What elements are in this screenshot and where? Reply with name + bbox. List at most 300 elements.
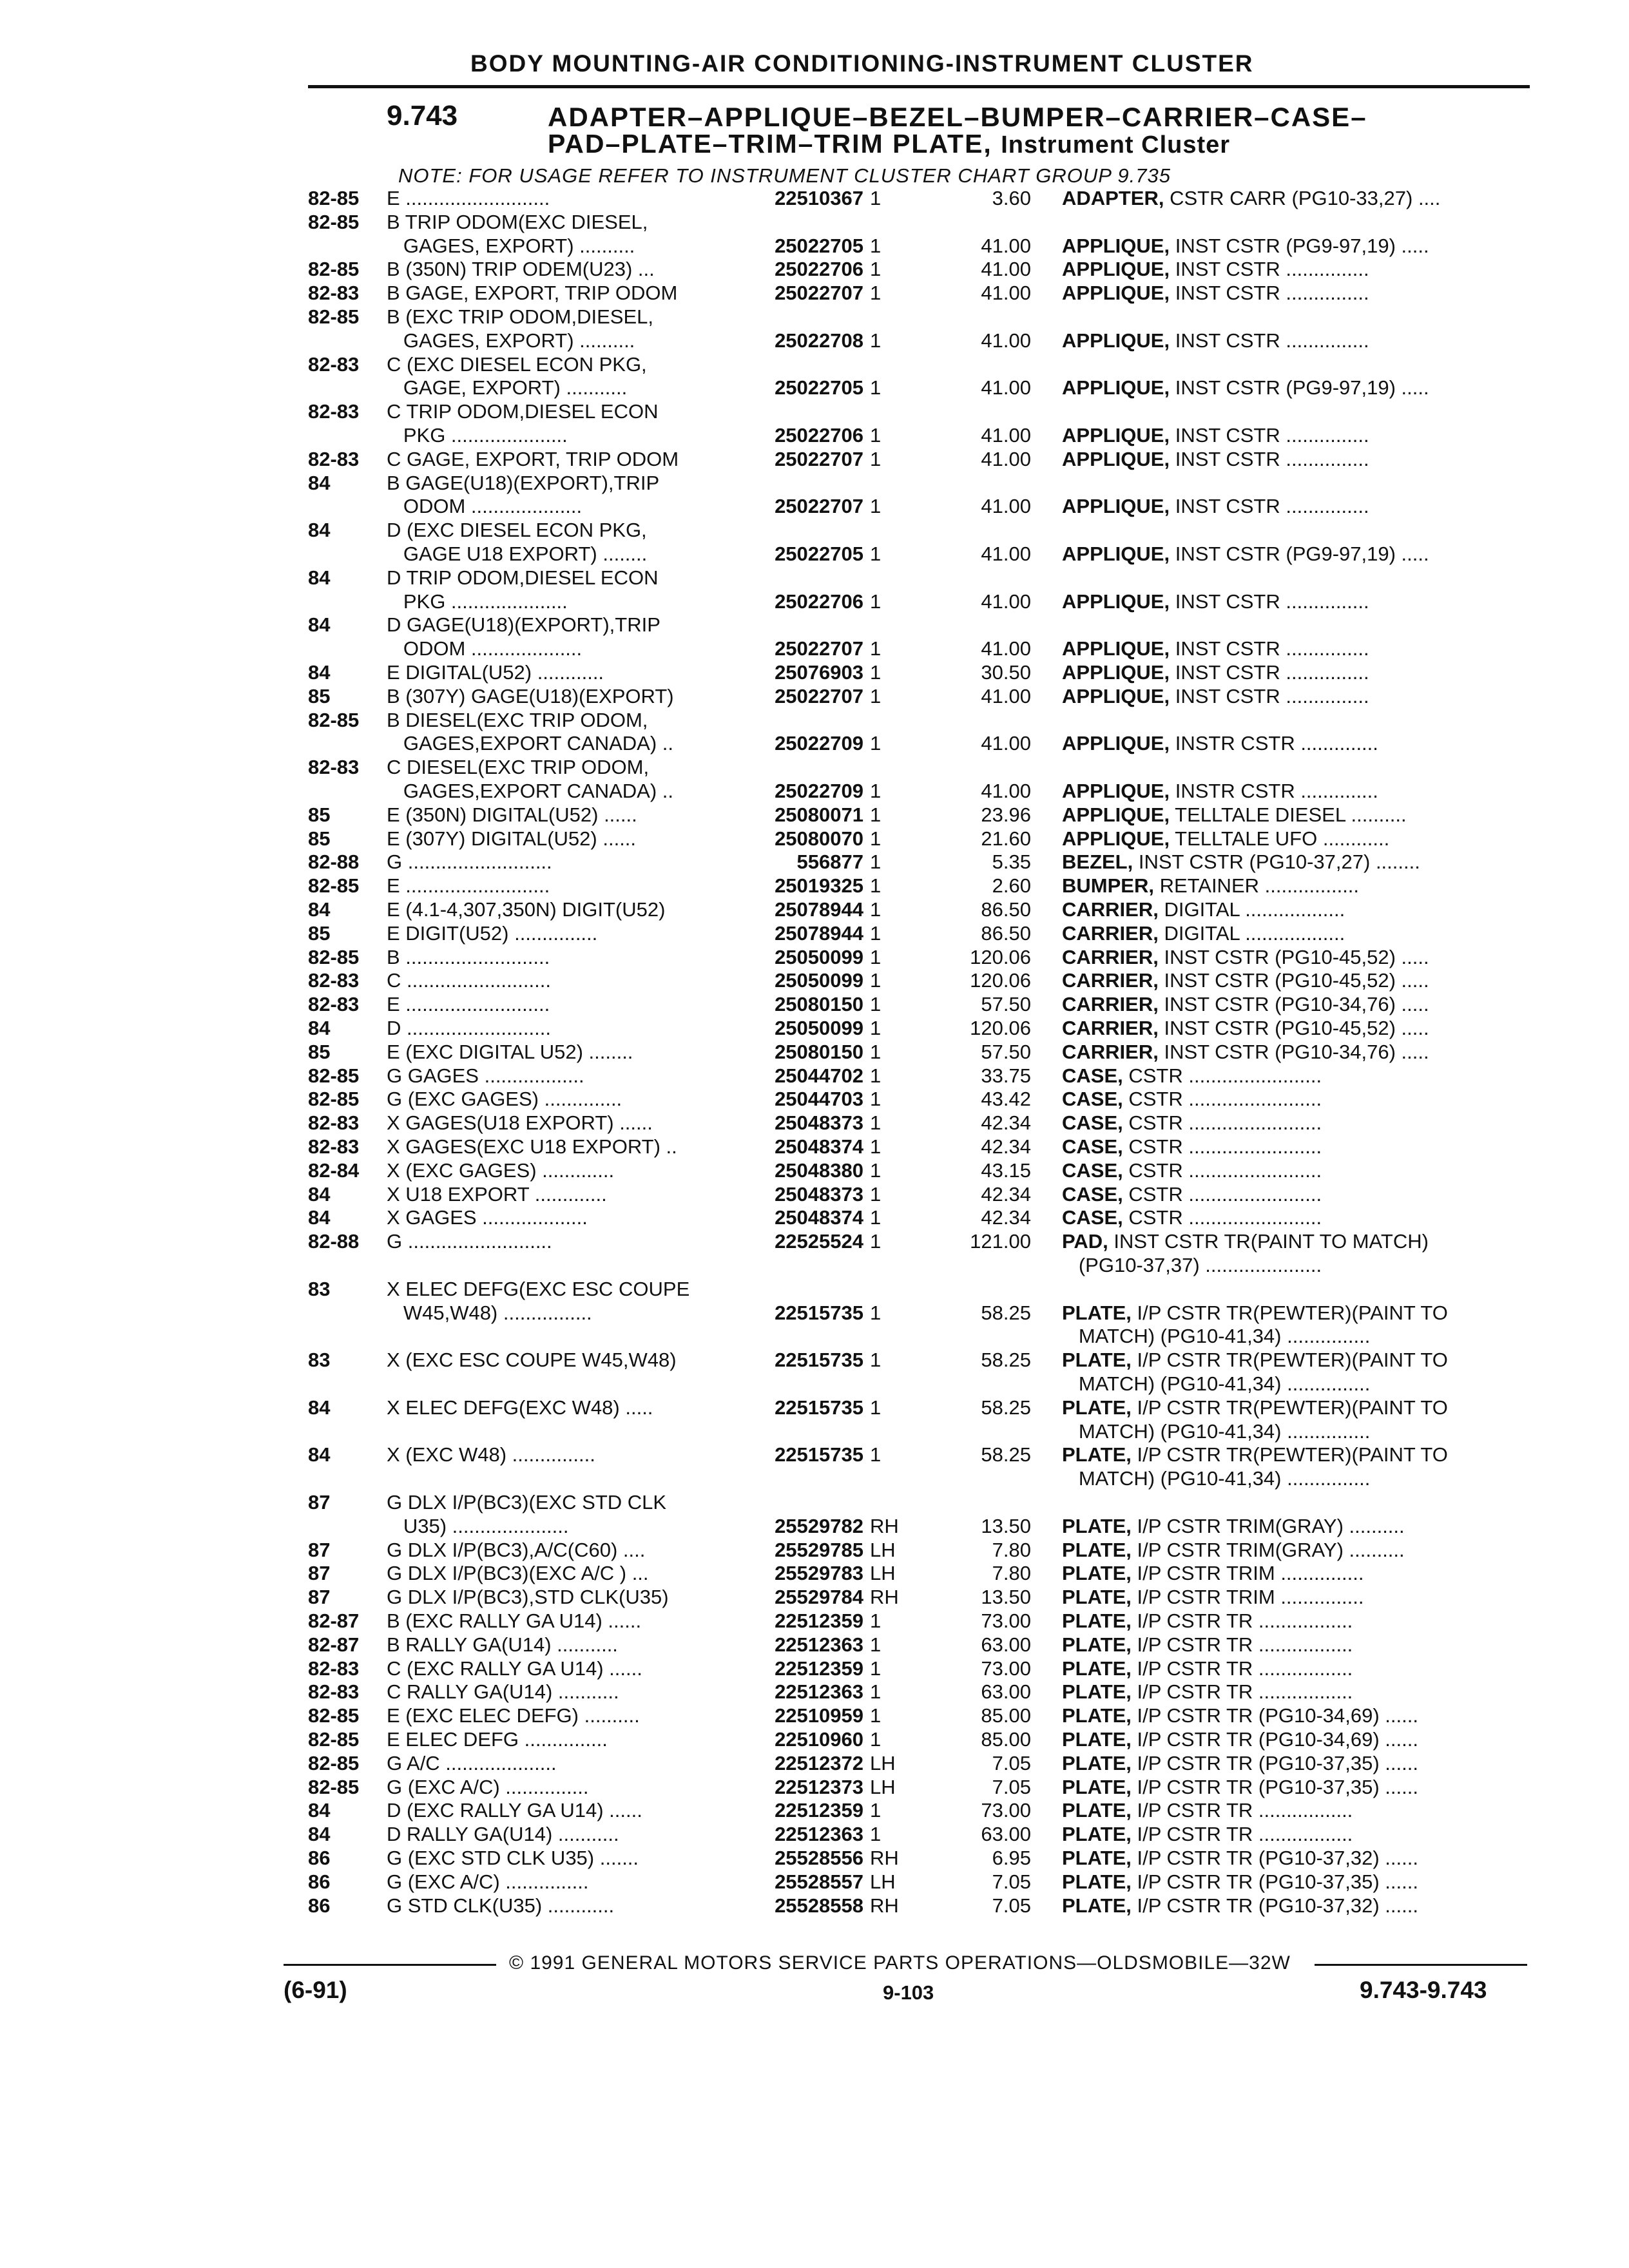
usage-description: ODOM .................... bbox=[387, 495, 583, 518]
part-name-noun: APPLIQUE, bbox=[1062, 234, 1170, 257]
table-row bbox=[0, 282, 1629, 305]
usage-description: W45,W48) ................ bbox=[387, 1301, 592, 1324]
usage-description: PKG ..................... bbox=[387, 424, 568, 447]
usage-description: E (EXC ELEC DEFG) .......... bbox=[387, 1704, 640, 1727]
footer-page-number: 9-103 bbox=[883, 1981, 934, 2004]
model-year: 85 bbox=[308, 1040, 331, 1063]
part-name-detail: I/P CSTR TR (PG10-37,32) ...... bbox=[1131, 1894, 1418, 1917]
model-year: 85 bbox=[308, 827, 331, 850]
part-number: 22512372 bbox=[775, 1751, 863, 1774]
price: 42.34 bbox=[981, 1111, 1031, 1135]
part-name-detail: INST CSTR ............... bbox=[1170, 447, 1369, 470]
part-name-detail: I/P CSTR TR(PEWTER)(PAINT TO bbox=[1131, 1443, 1448, 1466]
part-name-noun: CASE, bbox=[1062, 1111, 1123, 1135]
table-row bbox=[0, 1539, 1629, 1562]
part-number: 25022706 bbox=[775, 258, 863, 281]
part-name-noun: PLATE, bbox=[1062, 1799, 1132, 1822]
table-row bbox=[0, 1443, 1629, 1466]
price: 57.50 bbox=[981, 1040, 1031, 1063]
table-row bbox=[0, 874, 1629, 898]
part-name-detail: INST CSTR ............... bbox=[1170, 329, 1369, 352]
part-number: 25022707 bbox=[775, 684, 863, 707]
part-name-noun: PLATE, bbox=[1062, 1349, 1132, 1372]
table-row bbox=[0, 235, 1629, 258]
model-year: 82-83 bbox=[308, 1111, 360, 1135]
model-year: 86 bbox=[308, 1894, 331, 1917]
model-year: 84 bbox=[308, 471, 331, 494]
usage-description: GAGES,EXPORT CANADA) .. bbox=[387, 780, 674, 802]
part-name bbox=[1062, 1704, 1532, 1727]
quantity: 1 bbox=[870, 447, 882, 470]
usage-description: D RALLY GA(U14) ........... bbox=[387, 1823, 619, 1846]
usage-description: X U18 EXPORT ............. bbox=[387, 1182, 607, 1206]
usage-description: E DIGIT(U52) ............... bbox=[387, 921, 598, 945]
quantity: 1 bbox=[870, 590, 882, 613]
part-number: 22510960 bbox=[775, 1728, 863, 1751]
part-name bbox=[1062, 732, 1532, 755]
quantity: 1 bbox=[870, 1158, 882, 1182]
table-row bbox=[0, 1254, 1629, 1277]
usage-description: GAGES,EXPORT CANADA) .. bbox=[387, 732, 674, 755]
price: 41.00 bbox=[981, 684, 1031, 707]
part-number: 25078944 bbox=[775, 898, 863, 921]
part-number: 25529782 bbox=[775, 1514, 863, 1537]
part-name bbox=[1062, 1349, 1532, 1372]
model-year: 87 bbox=[308, 1491, 331, 1514]
price: 73.00 bbox=[981, 1799, 1031, 1822]
part-name-noun: PLATE, bbox=[1062, 1562, 1132, 1585]
price: 2.60 bbox=[992, 874, 1031, 898]
usage-description: X GAGES(U18 EXPORT) ...... bbox=[387, 1111, 653, 1135]
part-name-noun: APPLIQUE, bbox=[1062, 590, 1170, 613]
table-row bbox=[0, 1680, 1629, 1704]
part-name-noun: PLATE, bbox=[1062, 1728, 1132, 1751]
price: 63.00 bbox=[981, 1633, 1031, 1656]
price: 6.95 bbox=[992, 1847, 1031, 1869]
part-name-detail: INST CSTR (PG10-34,76) ..... bbox=[1158, 1040, 1429, 1063]
model-year: 82-88 bbox=[308, 1230, 360, 1253]
price: 21.60 bbox=[981, 827, 1031, 850]
quantity: LH bbox=[870, 1562, 896, 1585]
part-name-noun: PLATE, bbox=[1062, 1680, 1132, 1704]
part-name-noun: APPLIQUE, bbox=[1062, 447, 1170, 470]
section-number: 9.743 bbox=[387, 100, 458, 131]
part-name-noun: PAD, bbox=[1062, 1230, 1108, 1253]
part-name-noun: APPLIQUE, bbox=[1062, 424, 1170, 447]
price: 23.96 bbox=[981, 803, 1031, 826]
table-row bbox=[0, 1776, 1629, 1799]
model-year: 82-83 bbox=[308, 1135, 360, 1158]
table-row bbox=[0, 258, 1629, 281]
part-name-detail: INST CSTR (PG10-45,52) ..... bbox=[1158, 945, 1429, 968]
model-year: 82-85 bbox=[308, 945, 360, 968]
quantity: 1 bbox=[870, 376, 882, 399]
quantity: 1 bbox=[870, 1396, 882, 1419]
model-year: 82-87 bbox=[308, 1633, 360, 1656]
part-name bbox=[1062, 1396, 1532, 1419]
part-number: 22512359 bbox=[775, 1799, 863, 1822]
part-name-noun: CARRIER, bbox=[1062, 945, 1159, 968]
part-name-detail: I/P CSTR TR (PG10-37,35) ...... bbox=[1131, 1775, 1418, 1798]
part-name-detail: MATCH) (PG10-41,34) ............... bbox=[1062, 1419, 1371, 1443]
part-name-detail: INST CSTR (PG10-37,27) ........ bbox=[1133, 850, 1420, 874]
part-number: 25050099 bbox=[775, 1017, 863, 1039]
quantity: 1 bbox=[870, 1135, 882, 1158]
price: 43.15 bbox=[981, 1158, 1031, 1182]
table-row bbox=[0, 780, 1629, 803]
model-year: 82-83 bbox=[308, 969, 360, 992]
quantity: LH bbox=[870, 1775, 896, 1798]
model-year: 82-85 bbox=[308, 874, 360, 898]
model-year: 87 bbox=[308, 1538, 331, 1561]
part-number: 25019325 bbox=[775, 874, 863, 898]
table-row bbox=[0, 211, 1629, 234]
footer-date: (6-91) bbox=[284, 1977, 347, 2003]
usage-description: G (EXC A/C) ............... bbox=[387, 1870, 589, 1893]
model-year: 83 bbox=[308, 1277, 331, 1300]
part-number: 25022705 bbox=[775, 234, 863, 257]
table-row bbox=[0, 1325, 1629, 1348]
quantity: 1 bbox=[870, 1633, 882, 1656]
usage-description: C DIESEL(EXC TRIP ODOM, bbox=[387, 756, 650, 779]
table-row bbox=[0, 1847, 1629, 1870]
table-row bbox=[0, 566, 1629, 590]
part-name-detail: I/P CSTR TRIM ............... bbox=[1131, 1562, 1364, 1585]
part-name-detail: I/P CSTR TR (PG10-34,69) ...... bbox=[1131, 1704, 1418, 1727]
table-row bbox=[0, 187, 1629, 210]
part-name-noun: APPLIQUE, bbox=[1062, 376, 1170, 399]
price: 3.60 bbox=[992, 187, 1031, 209]
part-name-noun: CARRIER, bbox=[1062, 898, 1159, 921]
usage-description: B (EXC TRIP ODOM,DIESEL, bbox=[387, 305, 654, 328]
price: 7.05 bbox=[992, 1775, 1031, 1798]
part-name-noun: CARRIER, bbox=[1062, 969, 1159, 992]
part-name bbox=[1062, 329, 1532, 352]
part-name bbox=[1062, 1041, 1532, 1064]
part-name-detail: CSTR ........................ bbox=[1123, 1111, 1322, 1135]
section-title-line1: ADAPTER–APPLIQUE–BEZEL–BUMPER–CARRIER–CASE– bbox=[548, 102, 1367, 132]
part-name-detail: I/P CSTR TR ................. bbox=[1131, 1823, 1353, 1846]
quantity: 1 bbox=[870, 1823, 882, 1846]
usage-description: GAGES, EXPORT) .......... bbox=[387, 329, 635, 352]
part-name bbox=[1062, 1728, 1532, 1751]
usage-description: C RALLY GA(U14) ........... bbox=[387, 1680, 619, 1704]
price: 121.00 bbox=[970, 1230, 1031, 1253]
model-year: 85 bbox=[308, 803, 331, 826]
part-name-detail: I/P CSTR TR ................. bbox=[1131, 1799, 1353, 1822]
model-year: 84 bbox=[308, 898, 331, 921]
price: 41.00 bbox=[981, 780, 1031, 802]
price: 86.50 bbox=[981, 898, 1031, 921]
part-name-noun: PLATE, bbox=[1062, 1823, 1132, 1846]
part-name-detail: TELLTALE DIESEL .......... bbox=[1170, 803, 1407, 826]
quantity: 1 bbox=[870, 1680, 882, 1704]
part-name-detail: INST CSTR (PG10-34,76) ..... bbox=[1158, 993, 1429, 1016]
table-row bbox=[0, 376, 1629, 399]
table-row bbox=[0, 803, 1629, 827]
part-number: 25022705 bbox=[775, 543, 863, 565]
quantity: 1 bbox=[870, 803, 882, 826]
table-row bbox=[0, 1230, 1629, 1253]
quantity: 1 bbox=[870, 1111, 882, 1135]
part-name bbox=[1062, 235, 1532, 258]
usage-description: X GAGES ................... bbox=[387, 1206, 588, 1229]
price: 73.00 bbox=[981, 1610, 1031, 1632]
quantity: RH bbox=[870, 1894, 899, 1917]
quantity: 1 bbox=[870, 732, 882, 755]
part-name-noun: APPLIQUE, bbox=[1062, 495, 1170, 518]
price: 33.75 bbox=[981, 1064, 1031, 1087]
table-row bbox=[0, 946, 1629, 969]
part-name-noun: APPLIQUE, bbox=[1062, 684, 1170, 707]
usage-description: X (EXC ESC COUPE W45,W48) bbox=[387, 1349, 677, 1372]
table-row bbox=[0, 613, 1629, 637]
part-name-noun: APPLIQUE, bbox=[1062, 258, 1170, 281]
part-name-detail: CSTR ........................ bbox=[1123, 1158, 1322, 1182]
quantity: 1 bbox=[870, 1301, 882, 1324]
footer-copyright: © 1991 GENERAL MOTORS SERVICE PARTS OPERATIONS—OLDSMOBILE—32W bbox=[509, 1952, 1291, 1974]
part-name bbox=[1062, 1159, 1532, 1182]
quantity: LH bbox=[870, 1538, 896, 1561]
part-name bbox=[1062, 1302, 1532, 1325]
part-name-detail: INST CSTR ............... bbox=[1170, 637, 1369, 660]
part-name bbox=[1062, 495, 1532, 518]
table-row bbox=[0, 1515, 1629, 1538]
usage-description: D TRIP ODOM,DIESEL ECON bbox=[387, 566, 659, 589]
part-name-detail: INSTR CSTR .............. bbox=[1170, 780, 1378, 802]
model-year: 82-85 bbox=[308, 1088, 360, 1111]
price: 42.34 bbox=[981, 1206, 1031, 1229]
table-row bbox=[0, 1894, 1629, 1917]
section-title-suffix: Instrument Cluster bbox=[1001, 131, 1231, 159]
quantity: 1 bbox=[870, 1206, 882, 1229]
part-number: 25022707 bbox=[775, 495, 863, 518]
model-year: 84 bbox=[308, 1443, 331, 1466]
part-name bbox=[1062, 1230, 1532, 1253]
part-number: 25022707 bbox=[775, 282, 863, 305]
usage-description: E .......................... bbox=[387, 874, 550, 898]
quantity: 1 bbox=[870, 969, 882, 992]
usage-description: ODOM .................... bbox=[387, 637, 583, 660]
usage-description: X ELEC DEFG(EXC ESC COUPE bbox=[387, 1277, 690, 1300]
price: 41.00 bbox=[981, 732, 1031, 755]
part-number: 25080150 bbox=[775, 1040, 863, 1063]
usage-description: PKG ..................... bbox=[387, 590, 568, 613]
model-year: 85 bbox=[308, 684, 331, 707]
section-title-line2-main: PAD–PLATE–TRIM–TRIM PLATE, bbox=[548, 129, 992, 159]
usage-description: D .......................... bbox=[387, 1017, 551, 1039]
part-number: 25022709 bbox=[775, 780, 863, 802]
footer-section-range: 9.743-9.743 bbox=[1360, 1977, 1487, 2003]
part-name-detail: (PG10-37,37) ..................... bbox=[1062, 1254, 1322, 1276]
table-row bbox=[0, 1799, 1629, 1822]
part-name bbox=[1062, 448, 1532, 471]
table-row bbox=[0, 1752, 1629, 1775]
part-name-noun: PLATE, bbox=[1062, 1301, 1132, 1324]
table-row bbox=[0, 969, 1629, 992]
part-name bbox=[1062, 1610, 1532, 1633]
part-name bbox=[1062, 827, 1532, 850]
part-name-detail: I/P CSTR TR(PEWTER)(PAINT TO bbox=[1131, 1301, 1448, 1324]
part-name-detail: I/P CSTR TR ................. bbox=[1131, 1680, 1353, 1704]
quantity: 1 bbox=[870, 1017, 882, 1039]
quantity: RH bbox=[870, 1514, 899, 1537]
usage-description: G (EXC GAGES) .............. bbox=[387, 1088, 622, 1111]
part-number: 22515735 bbox=[775, 1301, 863, 1324]
part-name-noun: CASE, bbox=[1062, 1088, 1123, 1111]
model-year: 82-83 bbox=[308, 352, 360, 376]
table-row bbox=[0, 661, 1629, 684]
quantity: LH bbox=[870, 1751, 896, 1774]
price: 41.00 bbox=[981, 590, 1031, 613]
part-name-detail: INST CSTR ............... bbox=[1170, 282, 1369, 305]
model-year: 82-85 bbox=[308, 258, 360, 281]
part-name-detail: INST CSTR (PG9-97,19) ..... bbox=[1170, 234, 1429, 257]
quantity: 1 bbox=[870, 1064, 882, 1087]
price: 120.06 bbox=[970, 969, 1031, 992]
table-row bbox=[0, 329, 1629, 352]
quantity: 1 bbox=[870, 1088, 882, 1111]
model-year: 82-83 bbox=[308, 1657, 360, 1680]
model-year: 84 bbox=[308, 1823, 331, 1846]
table-row bbox=[0, 448, 1629, 471]
part-name-noun: CARRIER, bbox=[1062, 921, 1159, 945]
part-name-noun: CARRIER, bbox=[1062, 1040, 1159, 1063]
usage-description: G DLX I/P(BC3)(EXC A/C ) ... bbox=[387, 1562, 649, 1585]
usage-description: X ELEC DEFG(EXC W48) ..... bbox=[387, 1396, 653, 1419]
part-name bbox=[1062, 1183, 1532, 1206]
part-number: 22512363 bbox=[775, 1633, 863, 1656]
table-row bbox=[0, 424, 1629, 447]
part-name-detail: CSTR ........................ bbox=[1123, 1135, 1322, 1158]
quantity: 1 bbox=[870, 1443, 882, 1466]
part-name-detail: INST CSTR ............... bbox=[1170, 258, 1369, 281]
quantity: 1 bbox=[870, 684, 882, 707]
part-number: 25048373 bbox=[775, 1182, 863, 1206]
model-year: 84 bbox=[308, 1017, 331, 1039]
model-year: 82-84 bbox=[308, 1158, 360, 1182]
quantity: 1 bbox=[870, 1349, 882, 1372]
part-name-detail: TELLTALE UFO ............ bbox=[1170, 827, 1390, 850]
part-name-detail: CSTR ........................ bbox=[1123, 1088, 1322, 1111]
part-name bbox=[1062, 1064, 1532, 1088]
model-year: 84 bbox=[308, 1396, 331, 1419]
part-name-detail: INST CSTR (PG10-45,52) ..... bbox=[1158, 1017, 1429, 1039]
table-row bbox=[0, 1870, 1629, 1894]
usage-description: B RALLY GA(U14) ........... bbox=[387, 1633, 618, 1656]
usage-description: G (EXC STD CLK U35) ....... bbox=[387, 1847, 639, 1869]
quantity: 1 bbox=[870, 1728, 882, 1751]
table-row bbox=[0, 543, 1629, 566]
part-name bbox=[1062, 1799, 1532, 1822]
part-name bbox=[1062, 685, 1532, 708]
part-name bbox=[1062, 1515, 1532, 1538]
table-row bbox=[0, 1302, 1629, 1325]
table-row bbox=[0, 1206, 1629, 1229]
part-number: 25022706 bbox=[775, 590, 863, 613]
part-name-noun: APPLIQUE, bbox=[1062, 282, 1170, 305]
usage-description: B GAGE, EXPORT, TRIP ODOM bbox=[387, 282, 678, 305]
footer-rule-right bbox=[1315, 1964, 1527, 1966]
model-year: 87 bbox=[308, 1562, 331, 1585]
part-name bbox=[1062, 1539, 1532, 1562]
part-name-noun: CARRIER, bbox=[1062, 993, 1159, 1016]
part-name-noun: PLATE, bbox=[1062, 1657, 1132, 1680]
quantity: 1 bbox=[870, 827, 882, 850]
table-row bbox=[0, 1159, 1629, 1182]
part-name-detail: INST CSTR (PG10-45,52) ..... bbox=[1158, 969, 1429, 992]
part-name bbox=[1062, 543, 1532, 566]
usage-description: G DLX I/P(BC3),A/C(C60) .... bbox=[387, 1538, 646, 1561]
table-row bbox=[0, 1704, 1629, 1727]
model-year: 82-88 bbox=[308, 850, 360, 874]
part-name-noun: PLATE, bbox=[1062, 1894, 1132, 1917]
usage-description: D (EXC DIESEL ECON PKG, bbox=[387, 519, 647, 542]
part-name-noun: PLATE, bbox=[1062, 1443, 1132, 1466]
usage-description: E (4.1-4,307,350N) DIGIT(U52) bbox=[387, 898, 666, 921]
part-name-detail: INST CSTR TR(PAINT TO MATCH) bbox=[1108, 1230, 1429, 1253]
table-row bbox=[0, 685, 1629, 708]
part-name-noun: PLATE, bbox=[1062, 1538, 1132, 1561]
price: 63.00 bbox=[981, 1823, 1031, 1846]
quantity: 1 bbox=[870, 780, 882, 802]
price: 41.00 bbox=[981, 329, 1031, 352]
part-name-noun: PLATE, bbox=[1062, 1633, 1132, 1656]
part-name-detail: I/P CSTR TR (PG10-34,69) ...... bbox=[1131, 1728, 1418, 1751]
table-row bbox=[0, 590, 1629, 613]
part-name-detail: DIGITAL .................. bbox=[1158, 898, 1345, 921]
quantity: 1 bbox=[870, 543, 882, 565]
part-name bbox=[1062, 1443, 1532, 1466]
part-name bbox=[1062, 1776, 1532, 1799]
quantity: 1 bbox=[870, 282, 882, 305]
quantity: 1 bbox=[870, 661, 882, 684]
price: 7.05 bbox=[992, 1870, 1031, 1893]
table-row bbox=[0, 1278, 1629, 1301]
part-number: 22512359 bbox=[775, 1657, 863, 1680]
usage-description: E DIGITAL(U52) ............ bbox=[387, 661, 604, 684]
part-number: 22515735 bbox=[775, 1443, 863, 1466]
price: 41.00 bbox=[981, 234, 1031, 257]
usage-description: G .......................... bbox=[387, 850, 552, 874]
footer-rule-left bbox=[284, 1964, 496, 1966]
part-name-detail: RETAINER ................. bbox=[1153, 874, 1360, 898]
table-row bbox=[0, 472, 1629, 495]
part-name bbox=[1062, 590, 1532, 613]
price: 58.25 bbox=[981, 1396, 1031, 1419]
part-name-detail: INST CSTR (PG9-97,19) ..... bbox=[1170, 543, 1429, 565]
part-name-detail: INST CSTR ............... bbox=[1170, 684, 1369, 707]
quantity: 1 bbox=[870, 1704, 882, 1727]
usage-description: GAGE, EXPORT) ........... bbox=[387, 376, 628, 399]
quantity: 1 bbox=[870, 495, 882, 518]
part-name-detail: I/P CSTR TR (PG10-37,35) ...... bbox=[1131, 1870, 1418, 1893]
part-number: 25528557 bbox=[775, 1870, 863, 1893]
table-row bbox=[0, 922, 1629, 945]
price: 58.25 bbox=[981, 1443, 1031, 1466]
price: 57.50 bbox=[981, 993, 1031, 1016]
price: 5.35 bbox=[992, 850, 1031, 874]
part-name-noun: CARRIER, bbox=[1062, 1017, 1159, 1039]
usage-description: G (EXC A/C) ............... bbox=[387, 1775, 589, 1798]
table-row bbox=[0, 1349, 1629, 1372]
table-row bbox=[0, 1396, 1629, 1419]
table-row bbox=[0, 709, 1629, 732]
part-name bbox=[1062, 1680, 1532, 1704]
usage-description: GAGE U18 EXPORT) ........ bbox=[387, 543, 648, 565]
table-row bbox=[0, 1041, 1629, 1064]
model-year: 82-85 bbox=[308, 1064, 360, 1087]
